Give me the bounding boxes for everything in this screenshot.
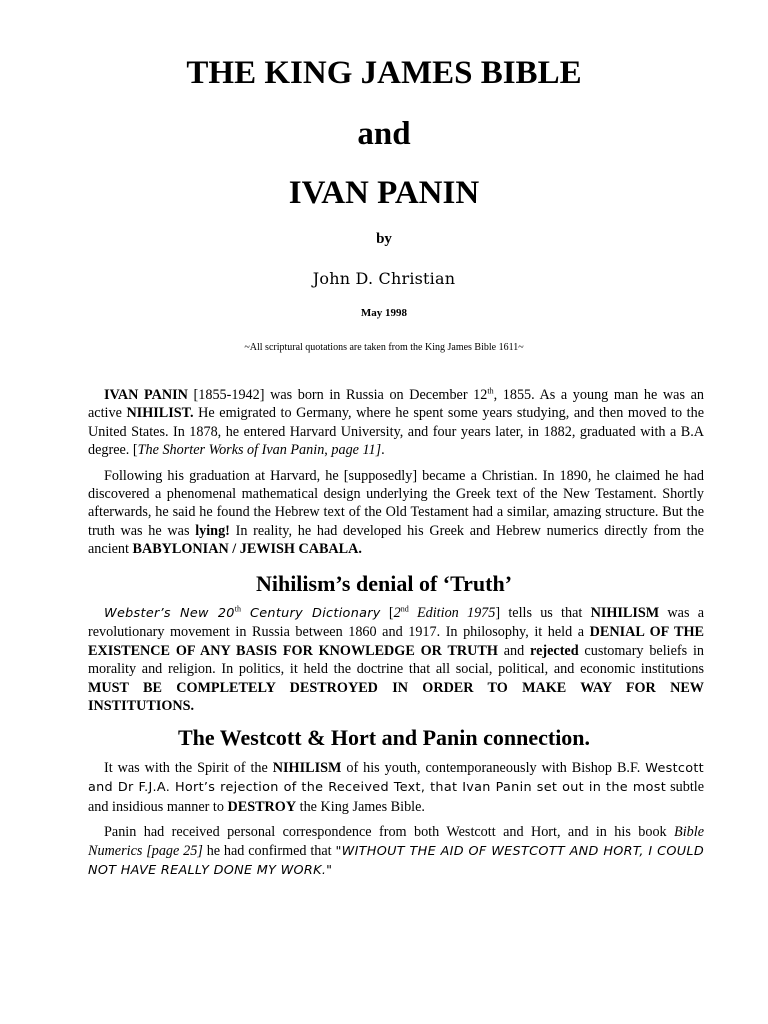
text-italic: Century Dictionary: [240, 606, 381, 621]
paragraph-3: [88, 604, 704, 715]
text-run: [1855-1942] was born in Russia on December 12: [187, 387, 488, 403]
text-run: ,: [324, 442, 332, 459]
text-run: [: [380, 605, 394, 621]
text-bold: DENIAL OF THE EXISTENCE OF ANY BASIS FOR KNOWLEDGE OR TRUTH: [88, 624, 705, 659]
text-bold: MUST BE COMPLETELY DESTROYED IN ORDER TO MAKE WAY FOR NEW INSTITUTIONS.: [88, 679, 704, 715]
paragraph-1: [88, 386, 704, 460]
paragraph-2: [88, 467, 704, 559]
paragraph-4: [88, 759, 704, 816]
text-bold: rejected: [530, 642, 579, 659]
document-title-line-3: IVAN PANIN: [288, 175, 480, 211]
nihilism-section: [88, 604, 704, 722]
text-bold: NIHILISM: [590, 605, 660, 621]
byline-by: by: [376, 231, 392, 247]
text-italic: 2: [393, 605, 401, 621]
text-run: It was with the Spirit of the: [104, 760, 273, 776]
text-italic: Webster’s New 20: [104, 606, 235, 621]
superscript: th: [487, 386, 494, 396]
text-run: Following his graduation at Harvard, he [supposedly] became a Christian. In 1890, he claimed he had discovered a phenomenal mathematical design underlying the Greek text of the New Testament. Shortly afterwards, he said he found the Hebrew text of the Old Testament had a similar, amazing structure. But the truth was he was: [88, 467, 704, 539]
text-bold: DESTROY: [227, 798, 297, 815]
text-italic: page 11]: [331, 442, 382, 459]
text-bold: lying!: [195, 522, 230, 539]
text-run: of his youth, contemporaneously with Bishop B.F.: [341, 760, 646, 776]
superscript: th: [234, 604, 241, 614]
westcott-hort-section: [88, 759, 704, 887]
text-run: In reality, he had developed his Greek and Hebrew numerics directly from the ancient: [88, 522, 704, 558]
publication-date: May 1998: [360, 307, 408, 319]
superscript: nd: [400, 604, 409, 614]
text-run: the King James Bible.: [296, 798, 425, 815]
author-name: John D. Christian: [312, 269, 456, 288]
text-run: .: [381, 442, 385, 459]
text-run: he had confirmed that: [202, 842, 336, 859]
scripture-note: ~All scriptural quotations are taken from the King James Bible 1611~: [244, 342, 524, 353]
text-italic: Bible Numerics [page 25]: [88, 824, 704, 859]
text-bold: BABYLONIAN / JEWISH CABALA.: [132, 541, 362, 558]
text-italic: The Shorter Works of Ivan Panin: [137, 442, 325, 459]
section-heading-westcott-hort: The Westcott & Hort and Panin connection.: [177, 725, 591, 750]
text-bold: NIHILISM: [272, 760, 342, 776]
text-run: He emigrated to Germany, where he spent some years studying, and then moved to the United States. In 1878, he entered Harvard University, and four years later, in 1882, graduated with a B.A degree. [: [88, 405, 704, 459]
section-heading-nihilism: Nihilism’s denial of ‘Truth’: [255, 571, 513, 596]
text-bold: NIHILIST.: [126, 405, 194, 422]
quoted-statement: "WITHOUT THE AID OF WESTCOTT AND HORT, I COULD NOT HAVE REALLY DONE MY WORK.": [88, 843, 705, 879]
text-run-sans: Westcott and Dr F.J.A. Hort’s rejection of the Received Text, that Ivan Panin set out in the most: [88, 761, 704, 796]
text-run: customary beliefs in morality and religion. In politics, it held the doctrine that all social, political, and economic institutions: [88, 642, 704, 678]
intro-section: [88, 386, 704, 566]
text-run: and: [497, 642, 531, 659]
document-title-line-2: and: [357, 116, 411, 152]
text-italic: Edition 1975: [408, 605, 496, 621]
text-run: , 1855. As a young man he was an active: [88, 387, 704, 422]
text-run: Panin had received personal correspondence from both Westcott and Hort, and in his book: [104, 824, 675, 841]
text-run: subtle and insidious manner to: [88, 779, 705, 815]
text-bold: IVAN PANIN: [104, 387, 188, 403]
document-title-line-1: THE KING JAMES BIBLE: [186, 55, 582, 91]
text-run: was a revolutionary movement in Russia between 1860 and 1917. In philosophy, it held a: [88, 605, 704, 641]
text-run: ] tells us that: [495, 605, 591, 621]
paragraph-5: [88, 823, 704, 880]
